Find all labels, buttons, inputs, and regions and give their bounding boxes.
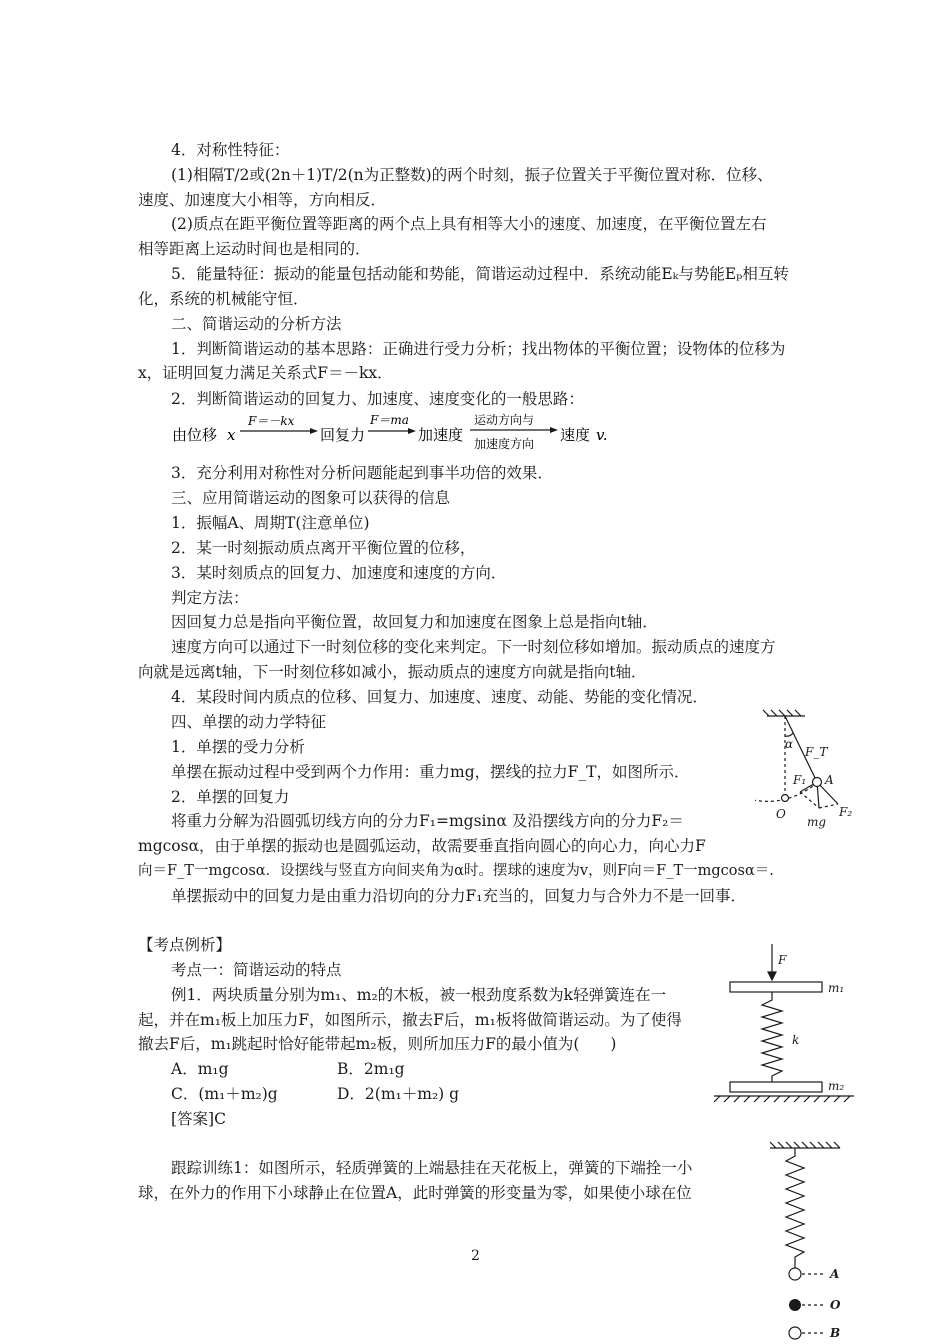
spring-blocks-figure [712,942,862,1104]
text-line: 向就是远离t轴，下一时刻位移如减小，振动质点的速度方向就是指向t轴． [138,663,647,681]
section-heading: 四、单摆的动力学特征 [171,713,327,731]
text-line: 5．能量特征：振动的能量包括动能和势能，简谐运动过程中．系统动能Eₖ与势能Eₚ相互转 [171,265,789,283]
pendulum-mg: mg [807,815,827,829]
flow-arrow3-bottom: 加速度方向 [474,437,535,451]
flow-diagram [172,408,632,452]
spring2-b: B [830,1326,841,1340]
spring2-o: O [830,1298,841,1312]
spring2-a: A [830,1267,840,1281]
pendulum-ft: F_T [805,745,828,759]
answer: [答案]C [171,1110,226,1128]
section-heading: 二、简谐运动的分析方法 [171,315,342,333]
text-line: 2．判断简谐运动的回复力、加速度、速度变化的一般思路： [171,390,584,408]
text-line: 2．单摆的回复力 [171,788,290,806]
hanging-spring-figure [770,1140,880,1340]
text-line: (1)相隔T/2或(2n＋1)T/2(n为正整数)的两个时刻，振子位置关于平衡位置对称．位移、 [171,166,773,184]
text-line: 撤去F后，m₁跳起时恰好能带起m₂板，则所加压力F的最小值为( ) [138,1035,617,1053]
text-line: 判定方法： [171,589,249,607]
text-line: 4．某段时间内质点的位移、回复力、加速度、速度、动能、势能的变化情况． [171,688,708,706]
pendulum-figure [755,708,875,833]
flow-node-velocity: 速度 [560,426,591,444]
text-line: 2．某一时刻振动质点离开平衡位置的位移， [171,539,476,557]
spring1-m1: m₁ [828,981,845,995]
text-line: 速度方向可以通过下一时刻位移的变化来判定。下一时刻位移如增加。振动质点的速度方 [171,638,776,656]
page-number: 2 [471,1248,480,1264]
pendulum-o: O [776,807,786,821]
flow-arrow3-top: 运动方向与 [474,413,535,427]
text-line: 起，并在m₁板上加压力F，如图所示，撤去F后，m₁板将做简谐运动。为了使得 [138,1011,682,1029]
text-line: 考点一：简谐运动的特点 [171,961,342,979]
flow-arrow1-label: F＝－kx [248,414,295,428]
text-line: 化，系统的机械能守恒． [138,290,309,308]
flow-x: x [227,426,236,444]
text-line: 单摆振动中的回复力是由重力沿切向的分力F₁充当的，回复力与合外力不是一回事． [171,887,746,905]
text-line: 将重力分解为沿圆弧切线方向的分力F₁=mgsinα 及沿摆线方向的分力F₂＝ [171,812,684,830]
spring1-f: F [778,953,787,967]
option-d: D．2(m₁＋m₂) g [337,1085,460,1103]
pendulum-a: A [825,773,834,787]
flow-start: 由位移 [172,426,218,444]
pendulum-f2: F₂ [839,805,853,819]
text-line: 例1．两块质量分别为m₁、m₂的木板，被一根劲度系数为k轻弹簧连在一 [171,986,667,1004]
spring1-m2: m₂ [828,1079,845,1093]
text-line: 3．充分利用对称性对分析问题能起到事半功倍的效果． [171,464,553,482]
text-line: 相等距离上运动时间也是相同的． [138,240,371,258]
text-line: 向＝F_T一mgcosα．设摆线与竖直方向间夹角为α时。摆球的速度为v，则F向＝F_T一mgcosα＝. [138,863,774,879]
text-line: 4．对称性特征： [171,141,290,159]
flow-arrow2-label: F＝ma [370,413,409,427]
text-line: 1．振幅A、周期T(注意单位) [171,514,370,532]
text-line: 速度、加速度大小相等，方向相反． [138,191,387,209]
text-line: mgcosα，由于单摆的振动也是圆弧运动，故需要垂直指向圆心的向心力，向心力F [138,837,706,855]
flow-node-restoring-force: 回复力 [320,426,366,444]
text-line: 1．单摆的受力分析 [171,738,305,756]
section-heading: 【考点例析】 [138,936,232,954]
text-line: x，证明回复力满足关系式F＝－kx． [138,364,393,382]
text-line: 跟踪训练1：如图所示，轻质弹簧的上端悬挂在天花板上，弹簧的下端拴一小 [171,1159,693,1177]
spring1-k: k [792,1033,800,1047]
text-line: 因回复力总是指向平衡位置，故回复力和加速度在图象上总是指向t轴． [171,613,658,631]
flow-node-acceleration: 加速度 [418,426,464,444]
option-c: C．(m₁＋m₂)g [171,1085,278,1103]
text-line: 单摆在振动过程中受到两个力作用：重力mg，摆线的拉力F_T，如图所示． [171,763,690,781]
option-a: A．m₁g [171,1060,229,1078]
pendulum-alpha: α [785,737,794,751]
text-line: 球，在外力的作用下小球静止在位置A，此时弹簧的形变量为零，如果使小球在位 [138,1184,692,1202]
section-heading: 三、应用简谐运动的图象可以获得的信息 [171,489,451,507]
text-line: 3．某时刻质点的回复力、加速度和速度的方向． [171,564,507,582]
flow-v: v. [596,426,608,444]
text-line: (2)质点在距平衡位置等距离的两个点上具有相等大小的速度、加速度，在平衡位置左右 [171,215,767,233]
pendulum-f1: F₁ [793,773,807,787]
text-line: 1．判断简谐运动的基本思路：正确进行受力分析；找出物体的平衡位置；设物体的位移为 [171,340,786,358]
option-b: B．2m₁g [337,1060,405,1078]
